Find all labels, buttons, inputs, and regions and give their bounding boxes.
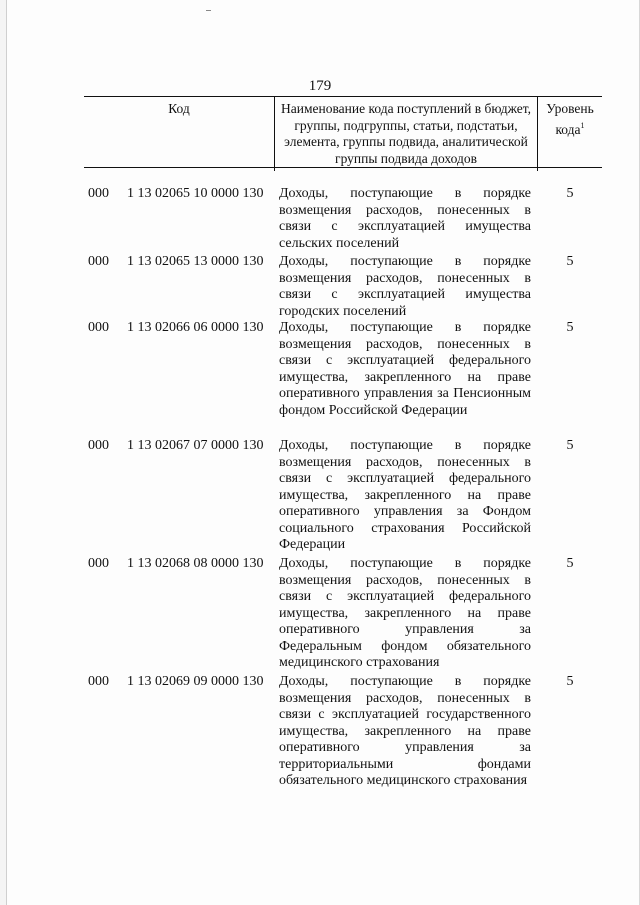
page-number: 179 xyxy=(308,78,332,94)
row-admin-code: 000 xyxy=(88,320,109,335)
row-revenue-code: 1 13 02069 09 0000 130 xyxy=(127,674,264,689)
row-revenue-code: 1 13 02067 07 0000 130 xyxy=(127,438,264,453)
header-level-line1: Уровень xyxy=(546,101,594,116)
row-revenue-name: Доходы, поступающие в порядке возмещения расходов, понесенных в связи с эксплуатацией имущества сельских поселений xyxy=(279,186,531,251)
row-level: 5 xyxy=(566,254,574,269)
header-code: Код xyxy=(84,97,275,171)
row-level: 5 xyxy=(566,320,574,335)
header-level xyxy=(538,97,602,171)
row-revenue-name: Доходы, поступающие в порядке возмещения расходов, понесенных в связи с эксплуатацией федерального имущества, закрепленного на праве оперативного управления за Федеральным фондом обязательного медицинского страхования xyxy=(279,556,531,670)
row-revenue-name: Доходы, поступающие в порядке возмещения расходов, понесенных в связи с эксплуатацией имущества городских поселений xyxy=(279,254,531,319)
row-admin-code: 000 xyxy=(88,674,109,689)
header-level-word: кода xyxy=(555,121,581,137)
row-level: 5 xyxy=(566,674,574,689)
row-revenue-code: 1 13 02066 06 0000 130 xyxy=(127,320,264,335)
row-revenue-name: Доходы, поступающие в порядке возмещения расходов, понесенных в связи с эксплуатацией государственного имущества, закрепленного на праве оперативного управления за территориальными фондами обязательного медицинского страхования xyxy=(279,674,531,788)
header-name: Наименование кода поступлений в бюджет, группы, подгруппы, статьи, подстатьи, элемента, группы подвида, аналитической группы подвида доходов xyxy=(275,97,538,171)
row-level: 5 xyxy=(566,186,574,201)
row-revenue-name: Доходы, поступающие в порядке возмещения расходов, понесенных в связи с эксплуатацией федерального имущества, закрепленного на праве оперативного управления за Пенсионным фондом Российской Федерации xyxy=(279,320,531,418)
row-admin-code: 000 xyxy=(88,556,109,571)
row-revenue-name: Доходы, поступающие в порядке возмещения расходов, понесенных в связи с эксплуатацией федерального имущества, закрепленного на праве оперативного управления за Фондом социального страхования Российской Федерации xyxy=(279,438,531,552)
scan-speck xyxy=(206,10,211,11)
row-admin-code: 000 xyxy=(88,438,109,453)
row-admin-code: 000 xyxy=(88,186,109,201)
header-level-footnote: 1 xyxy=(580,120,585,130)
row-admin-code: 000 xyxy=(88,254,109,269)
header-level-line2 xyxy=(538,118,602,139)
row-revenue-code: 1 13 02065 10 0000 130 xyxy=(127,186,264,201)
row-revenue-code: 1 13 02068 08 0000 130 xyxy=(127,556,264,571)
table-header xyxy=(84,96,602,168)
row-level: 5 xyxy=(566,438,574,453)
row-revenue-code: 1 13 02065 13 0000 130 xyxy=(127,254,264,269)
row-level: 5 xyxy=(566,556,574,571)
